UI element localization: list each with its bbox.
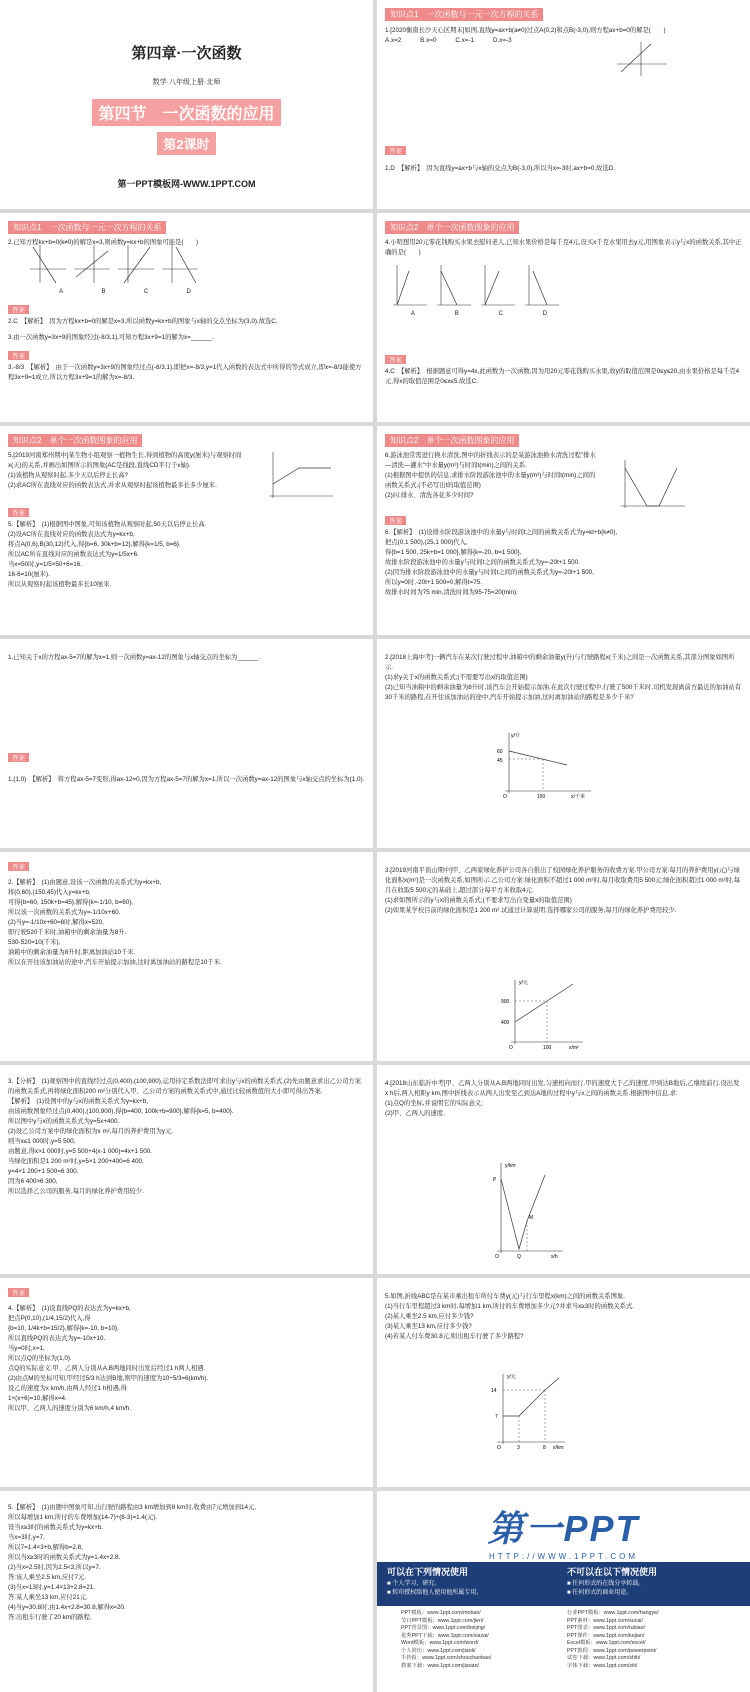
question-part: (3)某人乘坐13 km,应付多少钱? <box>385 1323 472 1330</box>
slide-q6 <box>377 426 750 635</box>
answer-text: 把点(0,1 500),(25,1 000)代入, <box>385 539 468 546</box>
question-part: (2)如果某学校目前的绿化面积是1 200 m².试通过计算说明:选择哪家公司的服务,每月的绿化养护费用较少. <box>385 907 677 914</box>
answer-text: 因为6 400>6 300, <box>8 1178 58 1185</box>
question-text: 3.由一次函数y=3x+9的图象经过(-8/3,1),可知方程3x+9=1的解为x=______. <box>8 334 214 341</box>
option-label: B <box>101 289 106 295</box>
answer-text: 设乙的速度为x km/h,由两人经过1 h相遇,得 <box>8 1385 127 1392</box>
answer-label: 答案 <box>8 351 29 360</box>
option-label: C <box>143 289 149 295</box>
resource-link[interactable]: 个人简历：www.1ppt.com/jianli/ <box>401 1647 476 1654</box>
answer-text: 当x=50时,y=1/5×50+6=16. <box>8 561 83 568</box>
origin-label: O <box>497 1445 501 1451</box>
axis-label: y/元 <box>507 1374 516 1380</box>
resource-link[interactable]: PPT课件：www.1ppt.com/kejian/ <box>567 1632 645 1639</box>
option-label: A <box>59 289 64 295</box>
resource-link[interactable]: 教案下载：www.1ppt.com/jiaoan/ <box>401 1662 480 1669</box>
option-label: D <box>186 289 191 295</box>
slide-ex1 <box>0 639 373 848</box>
resource-link[interactable]: PPT模板：www.1ppt.com/moban/ <box>401 1610 481 1616</box>
answer-text: 所以直线PQ的表达式为y=-10x+10. <box>8 1335 106 1342</box>
answer-label: 答案 <box>8 305 29 314</box>
origin-label: O <box>509 1045 513 1050</box>
answer-label: 答案 <box>8 753 29 762</box>
options-text: A.x=2 B.x=0 C.x=-1 D.x=-3 <box>385 37 512 44</box>
cover-slide <box>0 0 373 209</box>
answer-text: 油箱中的剩余油量为8升时,距离加油站10千米. <box>8 949 136 956</box>
answer-text: (2)当y=-1/10x+60=8时,解得x=520, <box>8 919 104 926</box>
slide-ex2-answer <box>0 852 373 1061</box>
answer-text: 所以点Q的坐标为(1,0). <box>8 1355 72 1362</box>
answer-text: 所以在开往该加油站的途中,汽车开始提示加油,这时离加油站的路程是10千米. <box>8 959 222 966</box>
point-label: M <box>529 1215 534 1221</box>
answer-text: 【解析】 (1)设图中的y与x的函数关系式为y=kx+b, <box>8 1098 148 1105</box>
brand-url[interactable]: HTTP://WWW.1PPT.COM <box>489 1552 638 1561</box>
axis-tick: 400 <box>501 1020 510 1026</box>
option-label: B <box>454 311 459 317</box>
answer-text: 6.【解析】 (1)设排水阶段游泳池中的水量y与时间t之间的函数关系式为y=kt+b(k≠0), <box>385 529 618 536</box>
question-part: (2)求AC所在直线对应的函数表达式,并求从观察时起该植物最多长多少厘米. <box>8 482 217 489</box>
point-label: P <box>493 1177 497 1183</box>
q1-graph <box>617 42 667 76</box>
answer-text: 把点P(0,10),(1/4,15/2)代入,得 <box>8 1315 91 1322</box>
ex4-graph <box>487 1161 567 1261</box>
answer-label: 答案 <box>385 516 406 525</box>
ex5-graph <box>487 1372 567 1452</box>
answer-text: 所以当x≥3时的函数关系式为y=1.4x+2.8. <box>8 1554 121 1561</box>
axis-label: y/元 <box>519 980 528 986</box>
can-use-item: ■ 转印授权给他人使用他所属专用。 <box>387 1590 483 1596</box>
question-text: 3.[2019河南平顶山期中]甲、乙两家绿化养护公司各自推出了校园绿化养护服务的收费方案.甲公司方案:每月的养护费用y(元)与绿化面积x(m²)是一次函数关系,如图所示.乙公司方案:绿化面积不超过1 000 m²时,每月收取费用5 500元;绿化面积超过1 000 m²时,每月在收取5 500元的基础上,超过部分每平方米收取4元. <box>385 867 741 894</box>
q5-graph <box>265 452 335 500</box>
answer-text: 设当x≥3时的函数关系式为y=kx+b. <box>8 1524 104 1531</box>
resource-link[interactable]: 试卷下载：www.1ppt.com/shiti/ <box>567 1655 641 1661</box>
slide-q5 <box>0 426 373 635</box>
slide-ex4-answer <box>0 1278 373 1487</box>
answer-text: 当绿化面积是1 200 m²时,y=5×1 200+400=6 400, <box>8 1158 144 1165</box>
resource-link[interactable]: PPT素材：www.1ppt.com/sucai/ <box>567 1617 643 1624</box>
answer-text: 将点A(0,6),B(30,12)代入,得{b=6, 30k+b=12},解得{k=1/5, b=6}. <box>8 541 181 548</box>
answer-text: (2)因为排水阶段游泳池中的水量y与时间t之间的函数关系式为y=-20t+1 500, <box>385 569 594 576</box>
answer-text: 答:某人乘坐13 km,应付21元. <box>8 1594 88 1601</box>
question-part: (4)若某人付车费30.8元,则出租车行驶了多少路程? <box>385 1333 524 1340</box>
answer-text: 所以7=1.4×3+b,解得b=2.8, <box>8 1544 83 1551</box>
answer-text: (2)由点M的坐标可知,甲经过5/3 h达到B地,则甲的速度为10÷5/3=6(km/h). <box>8 1375 209 1382</box>
answer-text: 1.(1,0) 【解析】 将方程ax-5=7变形,得ax-12=0,因为方程ax-5=7的解为x=1,所以一次函数y=ax-12的图象与x轴交点的坐标为(1,0). <box>8 776 365 783</box>
slide-ex3 <box>377 852 750 1061</box>
answer-text: 点Q的实际意义:甲、乙两人分别从A,B两地同时出发后经过1 h两人相遇. <box>8 1365 206 1372</box>
resource-link[interactable]: Excel模板：www.1ppt.com/excel/ <box>567 1640 646 1646</box>
resource-links-left <box>401 1610 491 1670</box>
answer-text: 16-6=10(厘米). <box>8 571 50 578</box>
answer-text: 答:该人乘坐2.5 km,应付7元. <box>8 1574 87 1581</box>
answer-text: (2)设乙公司方案中的绿化面积为x m²,每月的养护费用为y元. <box>8 1128 174 1135</box>
brand-logo: 第一PPT <box>487 1508 640 1549</box>
axis-tick: 3 <box>517 1445 520 1451</box>
answer-text: 1.D 【解析】 因为直线y=ax+b与x轴的交点为B(-3,0),所以当x=-3时,ax+b=0.故选D. <box>385 165 616 172</box>
answer-text: 故排水时间为75 min,清洗时间为95-75=20(min). <box>385 589 518 596</box>
answer-text: 将(0,60),(150,45)代入y=kx+b, <box>8 889 91 896</box>
resource-link[interactable]: 节日PPT模板：www.1ppt.com/jieri/ <box>401 1617 484 1624</box>
question-part: (2)某人乘坐2.5 km,应付多少钱? <box>385 1313 474 1320</box>
answer-text: 4.【解析】 (1)设直线PQ的表达式为y=kx+b, <box>8 1305 131 1312</box>
answer-text: 所以图中y与x的函数关系式为y=5x+400. <box>8 1118 120 1125</box>
answer-text: 530-520=10(千米), <box>8 939 61 946</box>
question-text: 5.如图,折线ABC是在某市乘出租车所付车费y(元)与行车里程x(km)之间的函数关系图象. <box>385 1293 625 1300</box>
resource-link[interactable]: 字体下载：www.1ppt.com/ziti/ <box>567 1662 638 1669</box>
question-part: (1)求y关于x的函数关系式;(不需要写出x的取值范围) <box>385 674 528 681</box>
resource-link[interactable]: 行业PPT模板：www.1ppt.com/hangye/ <box>567 1610 659 1616</box>
answer-text: 由该函数图象经过点(0,400),(100,900),得{b=400, 100k+b=900},解得{k=5, b=400}. <box>8 1108 234 1115</box>
question-text: 5.[2019河南郑州期中]某生物小组观察一植物生长,得到植物的高度y(厘米)与观察时间x(天)的关系,并画出如图所示的图象(AC是线段,直线CD平行于x轴). <box>8 452 242 469</box>
answer-text: (4)当y=30.8时,由1.4x+2.8=30.8,解得x=20. <box>8 1604 126 1611</box>
cannot-use-item: ■ 任何形式的在线分享转载。 <box>567 1581 645 1587</box>
resource-link[interactable]: PPT背景图：www.1ppt.com/beijing/ <box>401 1625 486 1631</box>
answer-text: 即行驶520千米时,油箱中的剩余油量为8升. <box>8 929 127 936</box>
answer-label: 答案 <box>8 1288 29 1297</box>
answer-text: 所以甲、乙两人的速度分别为6 km/h,4 km/h. <box>8 1405 132 1412</box>
question-part: (2)甲、乙两人的速度. <box>385 1110 445 1117</box>
answer-text: 所以每增加1 km,所付的车费增加(14-7)÷(8-3)=1.4(元). <box>8 1514 158 1521</box>
question-part: (1)该植物从观察时起,多少天以后停止长高? <box>8 472 128 479</box>
slide-q4 <box>377 213 750 422</box>
cannot-use-item: ■ 任何形式的商业用途。 <box>567 1590 633 1596</box>
axis-label: y/km <box>505 1163 516 1169</box>
answer-text: 所以该一次函数的关系式为y=-1/10x+60. <box>8 909 121 916</box>
answer-text: 由题意,得x>1 000时,y=5 500+4(x-1 000)=4x+1 500. <box>8 1148 153 1155</box>
resource-link[interactable]: PPT教程：www.1ppt.com/powerpoint/ <box>567 1647 657 1654</box>
axis-tick: 60 <box>497 749 503 755</box>
axis-label: y/升 <box>511 733 520 739</box>
q2-option-graphs <box>30 243 200 287</box>
question-part: (1)求如图所示的y与x的函数关系式;(不要求写出自变量x的取值范围) <box>385 897 572 904</box>
question-text: 6.游泳池常需进行换水清洗,图中的折线表示的是某游泳池换水清洗过程"排水—清洗—灌水"中水量y(m³)与时间t(min)之间的关系. <box>385 452 596 469</box>
resource-link[interactable]: 手抄报：www.1ppt.com/shouchaobao/ <box>401 1655 492 1661</box>
question-part: (1)点Q的坐标,并说明它的实际意义; <box>385 1100 483 1107</box>
lesson-title: 第2课时 <box>157 132 215 155</box>
slide-ex4 <box>377 1065 750 1274</box>
topic-tag: 知识点1 一次函数与一元一次方程的关系 <box>385 8 543 21</box>
slide-end-info <box>377 1491 750 1692</box>
axis-tick: 14 <box>491 1388 497 1394</box>
slide-ex3-answer <box>0 1065 373 1274</box>
book-info: 数学·八年级上册·北师 <box>152 79 221 86</box>
slide-ex2 <box>377 639 750 848</box>
answer-text: (3)当x=13时,y=1.4×13+2.8=21. <box>8 1584 95 1591</box>
answer-text: (2)当x=2.5时,因为2.5<3,所以y=7. <box>8 1564 101 1571</box>
question-part: (2)已知当油箱中的剩余油量为8升时,该汽车会开始提示加油,在此次行驶过程中,行驶了500千米时,司机发现离前方最近的加油站有30千米的路程,在开往该加油站的途中,汽车开始提示加油,这时离加油站的路程是多少千米? <box>385 684 742 701</box>
question-part: (1)根据图中提供的信息,求排水阶段游泳池中的水量y(m³)与时间t(min)之间的函数关系式.(不必写出t的取值范围) <box>385 472 596 489</box>
answer-text: 2.C 【解析】 因为方程kx+b=0的解是x=3,所以函数y=kx+b的图象与x轴的交点坐标为(3,0).故选C. <box>8 318 278 325</box>
resource-link[interactable]: PPT图表：www.1ppt.com/tubiao/ <box>567 1625 646 1631</box>
answer-text: 5.【解析】 (1)由题中图象可知,出行驶的路程由3 km增加到8 km时,收费由7元增加到14元, <box>8 1504 257 1511</box>
answer-text: 所以从观察时起该植物最多长10厘米. <box>8 581 112 588</box>
resource-link[interactable]: Word模板：www.1ppt.com/word/ <box>401 1640 479 1646</box>
answer-text: 答:出租车行驶了20 km的路程. <box>8 1614 92 1621</box>
q4-option-graphs <box>391 265 571 309</box>
answer-text: 所以y=0时,-20t+1 500=0,解得t=75. <box>385 579 482 586</box>
answer-text: 故排水阶段游泳池中的水量y与时间t之间的函数关系式为y=-20t+1 500. <box>385 559 580 566</box>
axis-label: x/km <box>553 1445 564 1451</box>
answer-text: (2)设AC所在直线对应的函数表达式为y=kx+b, <box>8 531 135 538</box>
axis-tick: 8 <box>543 1445 546 1451</box>
slide-ex5 <box>377 1278 750 1487</box>
usage-info <box>377 1562 750 1692</box>
answer-text: 3.【分析】 (1)观察图中的直线经过点(0,400),(100,900),运用待定系数法即可求出y与x的函数关系式.(2)先由题意求出乙公司方案的函数关系式,再将绿化面积200 m²分别代入甲、乙公司方案的函数关系式中,通过比较函数值的大小即可得出答案. <box>8 1078 362 1095</box>
can-use-title: 可以在下列情况使用 <box>387 1567 469 1577</box>
answer-text: 2.【解析】 (1)由题意,设该一次函数的关系式为y=kx+b, <box>8 879 162 886</box>
answer-label: 答案 <box>8 508 29 517</box>
ex2-graph <box>487 729 597 799</box>
axis-label: x/千米 <box>571 794 585 799</box>
question-part: (1)当行车里程超过3 km时,每增加1 km,所付的车费增加多少元?并求当x≥3时的函数关系式. <box>385 1303 635 1310</box>
axis-label: x/h <box>551 1254 558 1260</box>
axis-tick: 100 <box>543 1045 552 1050</box>
topic-tag: 知识点2 单个一次函数图象的应用 <box>385 221 519 234</box>
ex3-graph <box>497 976 587 1050</box>
answer-label: 答案 <box>385 146 406 155</box>
axis-tick: 150 <box>537 794 546 799</box>
answer-text: 所以选择乙公司的服务,每月的绿化养护费用较少. <box>8 1188 144 1195</box>
question-text: 1.[2020衡南长沙天心区期末]如图,直线y=ax+b(a≠0)过点A(0,2)和点B(-3,0),则方程ax+b=0的解是( ) <box>385 27 666 34</box>
answer-text: 可得{b=60, 150k+b=45},解得{k=-1/10, b=60}, <box>8 899 134 906</box>
topic-tag: 知识点2 单个一次函数图象的应用 <box>8 434 142 447</box>
answer-text: 当y=0时,x=1, <box>8 1345 45 1352</box>
answer-text: 所以AC所在直线对应的函数表达式为y=1/5x+6. <box>8 551 139 558</box>
answer-text: 当x=3时,y=7, <box>8 1534 45 1541</box>
answer-text: {b=10, 1/4k+b=15/2},解得{k=-10, b=10}, <box>8 1325 119 1332</box>
point-label: Q <box>517 1254 521 1260</box>
question-part: (2)问:排水、清洗各花多少时间? <box>385 492 474 499</box>
origin-label: O <box>503 794 507 799</box>
resource-link[interactable]: 优秀PPT下载：www.1ppt.com/xiazai/ <box>401 1632 489 1639</box>
answer-text: 5.【解析】 (1)根据图中图象,可知该植物从观察时起,50天以后停止长高. <box>8 521 207 528</box>
slide-ex5-answer <box>0 1491 373 1692</box>
topic-tag: 知识点1 一次函数与一元一次方程的关系 <box>8 221 166 234</box>
answer-label: 答案 <box>8 862 29 871</box>
question-text: 1.已知关于x的方程ax-5=7的解为x=1,则一次函数y=ax-12的图象与x轴交点的坐标为______. <box>8 654 261 661</box>
can-use-item: ■ 个人学习、研究。 <box>387 1581 441 1587</box>
question-text: 4.小明想用20元零花钱购买水果去慰问老人,已知水果价格是每千克4元,设买x千克水果用去y元,用图象表示y与x的函数关系,其中正确的是( ) <box>385 239 742 256</box>
question-text: 4.[2018山东临沂中考]甲、乙两人分别从A,B两地同时出发,匀速相向而行.甲的速度大于乙的速度,甲到达B地后,乙继续前行.设出发x h后,两人相距y km,图中折线表示从两人出发至乙到达A地的过程中y与x之间的函数关系.根据图中信息,求: <box>385 1080 740 1097</box>
axis-tick: 45 <box>497 758 503 764</box>
slide-q1 <box>377 0 750 209</box>
answer-text: 3.-8/3 【解析】 由于一次函数y=3x+9的图象经过点(-8/3,1),即把x=-8/3,y=1代入函数的表达式中所得的等式成立,即x=-8/3能使方程3x+9=1成立,所以方程3x+9=1的解为x=-8/3. <box>8 364 362 381</box>
option-label: A <box>410 311 415 317</box>
q6-graph <box>617 460 687 510</box>
answer-text: 得{b=1 500, 25k+b=1 000},解得{k=-20, b=1 500}, <box>385 549 522 556</box>
answer-text: y=4×1 200+1 500=6 300. <box>8 1168 79 1175</box>
resource-links-right <box>567 1610 659 1670</box>
question-text: 2.已知方程kx+b=0(k≠0)的解是x=3,则函数y=kx+b的图象可能是( ) <box>8 239 199 246</box>
question-text: 2.[2018上海中考]一辆汽车在某次行驶过程中,油箱中的剩余油量y(升)与行驶路程x(千米)之间是一次函数关系,其部分图象如图所示. <box>385 654 735 671</box>
site-name: 第一PPT模板网-WWW.1PPT.COM <box>117 179 256 189</box>
section-title: 第四节 一次函数的应用 <box>92 99 280 126</box>
topic-tag: 知识点2 单个一次函数图象的应用 <box>385 434 519 447</box>
axis-tick: 7 <box>495 1414 498 1420</box>
answer-text: 4.C 【解析】 根据题意可得y=4x,此函数为一次函数,因为用20元零花钱购买水果,故y的取值范围是0≤y≤20,由水果价格是每千克4元,得x的取值范围是0≤x≤5.故选C. <box>385 368 740 385</box>
slide-q2-q3 <box>0 213 373 422</box>
answer-text: 则当x≤1 000时,y=5 500, <box>8 1138 76 1145</box>
cannot-use-title: 不可以在以下情况使用 <box>567 1567 658 1577</box>
option-label: C <box>498 311 503 317</box>
origin-label: O <box>495 1254 499 1260</box>
option-label: D <box>542 311 548 317</box>
answer-label: 答案 <box>385 355 406 364</box>
axis-tick: 900 <box>501 999 510 1005</box>
answer-text: 1×(x+6)=10,解得x=4. <box>8 1395 67 1402</box>
axis-label: x/m² <box>569 1045 579 1050</box>
chapter-title: 第四章·一次函数 <box>131 45 242 62</box>
